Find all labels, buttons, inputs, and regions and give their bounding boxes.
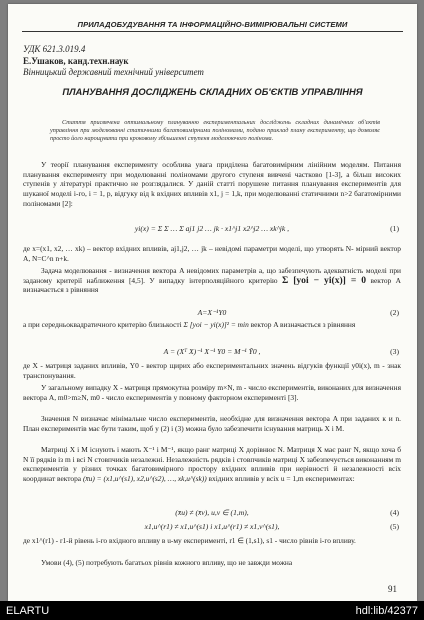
paragraph-10: Умови (4), (5) потребують багатьох рівнів кожного впливу, що не завжди можна <box>41 558 293 567</box>
paragraph-8-tail: вхідних впливів у всіх u = 1,m експериментах: <box>208 474 355 484</box>
equation-5-number: (5) <box>390 522 399 531</box>
paragraph-3-tail: вектор A визначається з рівняння <box>23 275 401 295</box>
paragraph-8-text: Матриці X і M існують і мають X⁻¹ і M⁻¹, якщо ранг матриці X дорівнює N. Матриця X має ранг N, якщо хоча б N її рядків із m і всі N стовпчиків незалежні. Незалежність рядків і стовпчиків матриці X забезпечується виконанням m експериментів у різних точках багатовимірного простору вхідних впливів при нерівності й незалежності всіх координат вектора <box>23 445 401 484</box>
paragraph-3-text: Задача моделювання - визначення вектора A невідомих параметрів a, що забезпечують адекватність моделі при заданому критерії наближення [4,5]. У випадку інтерполяційного критерію <box>23 266 401 285</box>
least-squares-criterion: Σ [yoi − yi(x)]² = min <box>183 320 249 329</box>
equation-1-formula: yi(x) = Σ Σ … Σ aj1 j2 … jk · x1^j1 x2^j2 … xk^jk , <box>134 224 290 233</box>
paragraph-4-text: а при середньоквадратичного критерію близькості <box>23 320 182 329</box>
equation-3-number: (3) <box>390 347 399 356</box>
input-vector: (x̄u) = (x1,u^(s1), x2,u^(s2), …, xk,u^(sk)) <box>82 474 207 484</box>
equation-2 <box>23 308 401 320</box>
equation-2-formula: A=X⁻¹Y0 <box>197 308 227 317</box>
paragraph-2: де x=(x1, x2, … xk) – вектор вхідних впливів, aj1,j2, … jk – невідомі параметри моделі, що утворять N- мірний вектор A, N=C^n n+k. <box>23 244 401 263</box>
equation-5 <box>23 522 401 534</box>
affiliation: Вінницький державний технічний університет <box>23 67 204 77</box>
equation-5-formula: x1,u^(r1) ≠ x1,u^(s1) і x1,u^(r1) ≠ x1,v^(s1), <box>144 522 280 531</box>
abstract: Стаття присвячена оптимальному плануванню експериментальних досліджень складних динамічних об'єктів управління при моделюванні статичними багатовимірними поліномами, подано приклад плану експерименту, що дозволяє просто його нарощувати при кроковому збільшенні ступеня моделюючого полінома. <box>50 119 380 143</box>
equation-1-number: (1) <box>390 224 399 233</box>
equation-4 <box>23 508 401 520</box>
footer-repository: ELARTU <box>6 605 50 617</box>
paragraph-8 <box>23 445 401 484</box>
paragraph-1: У теорії планування експерименту особлива увага приділена багатовимірним лінійним моделям. Питання планування експерименту при моделюванні поліномами другого ступеня вивчені частково [1-3], а більш високих ступенів у літературі практично не розглядалися. У даній статті порушене питання планування експериментів для шуканої моделі і-го, і = 1, p, відгуку від k вхідних впливів x1, j = 1,k, при моделюванні статичними n>2 багатомірними поліномами [2]: <box>23 160 401 208</box>
footer-bar <box>0 601 424 620</box>
equation-4-number: (4) <box>390 508 399 517</box>
header-rule <box>22 31 403 32</box>
page-number: 91 <box>388 584 397 594</box>
paragraph-3 <box>23 266 401 310</box>
equation-2-number: (2) <box>390 308 399 317</box>
document-page <box>8 4 417 601</box>
interpolation-criterion: Σ [yoi − yi(x)] = 0 <box>281 274 367 286</box>
udk-code: УДК 621.3.019.4 <box>23 44 86 54</box>
paragraph-4-tail: вектор A визначається з рівняння <box>250 320 356 329</box>
paragraph-9: де x1^(r1) - r1-й рівень і-го вхідного впливу в u-му експерименті, r1 ∈ (1,s1), s1 - число рівнів і-го впливу. <box>23 536 356 545</box>
footer-handle: hdl:lib/42377 <box>355 605 418 617</box>
article-title: ПЛАНУВАННЯ ДОСЛІДЖЕНЬ СКЛАДНИХ ОБ'ЄКТІВ УПРАВЛІННЯ <box>62 86 363 97</box>
paragraph-4 <box>23 320 401 344</box>
paragraph-6: У загальному випадку X - матриця прямокутна розміру m×N, m - число експериментів, виконаних для визначення вектора A, m0>m≥N, m0 - число експериментів у повному факторном експерименті [3]. <box>23 383 401 402</box>
journal-header: ПРИЛАДОБУДУВАННЯ ТА ІНФОРМАЦІЙНО-ВИМІРЮВАЛЬНІ СИСТЕМИ <box>77 20 348 29</box>
paragraph-5: де X - матриця заданих впливів, Y0 - вектор щирих або експериментальних значень відгуків функції y0i(x), m - знак транспонування. <box>23 361 401 380</box>
equation-3 <box>23 347 401 359</box>
author: Е.Ушаков, канд.техн.наук <box>23 56 129 66</box>
equation-1 <box>23 224 401 238</box>
equation-4-formula: (x̄u) ≠ (x̄v), u,v ∈ (1,m), <box>175 508 249 517</box>
paragraph-7: Значення N визначає мінімальне число експериментів, необхідне для визначення вектора A при заданих к и n. План експериментів має бути таким, щоб у (2) і (3) можна було забезпечити існування матриць X і M. <box>23 414 401 433</box>
equation-3-formula: A = (Xᵀ X)⁻¹ X⁻¹ Y0 = M⁻¹ Ỹ0 , <box>163 347 261 356</box>
